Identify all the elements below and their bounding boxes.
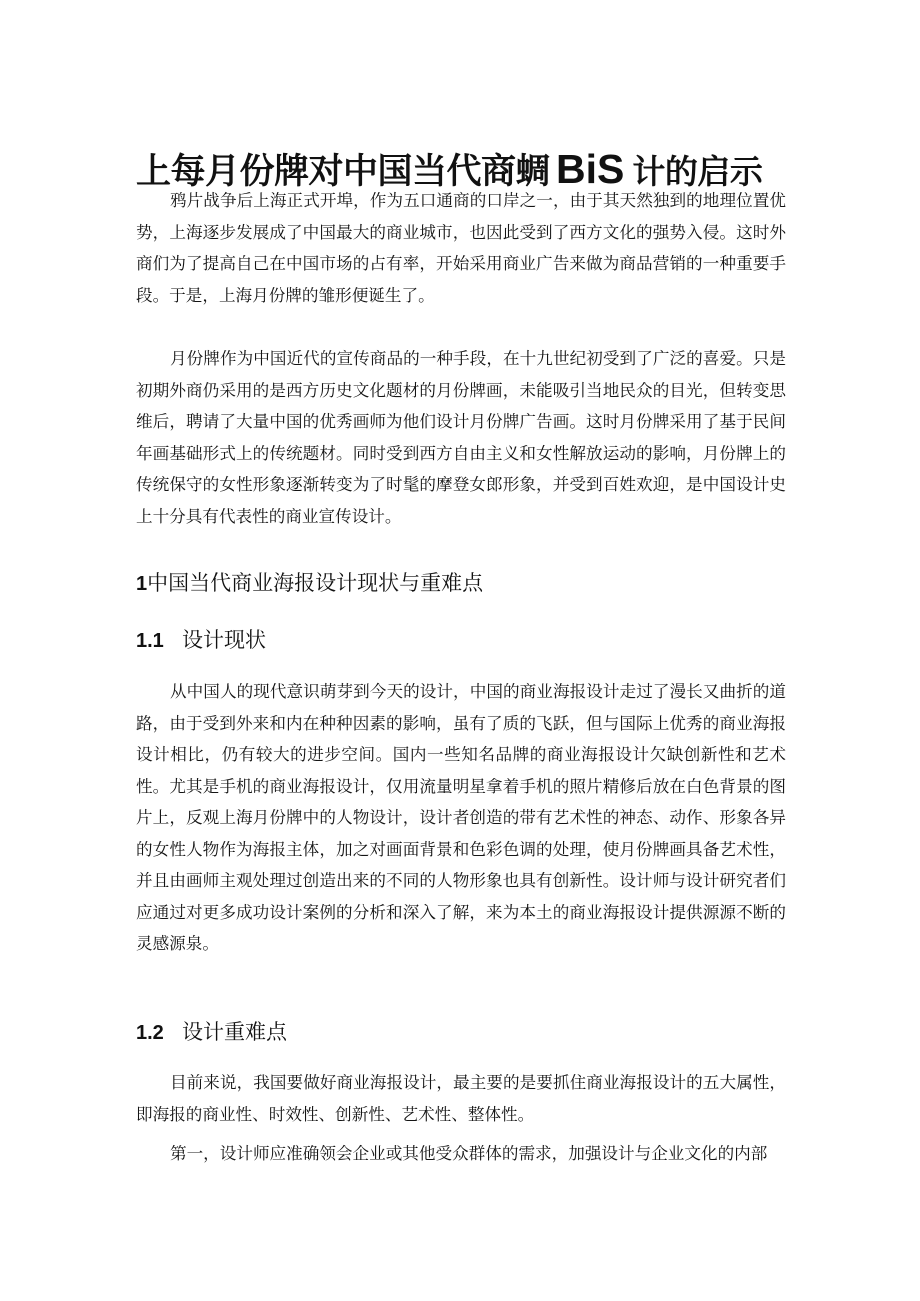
- section-1-1-heading: [136, 625, 266, 656]
- title-part-2: BiS: [556, 146, 625, 193]
- intro-paragraph-2: 月份牌作为中国近代的宣传商品的一种手段，在十九世纪初受到了广泛的喜爱。只是初期外商仍采用的是西方历史文化题材的月份牌画，未能吸引当地民众的目光，但转变思维后，聘请了大量中国的优秀画师为他们设计月份牌广告画。这时月份牌采用了基于民间年画基础形式上的传统题材。同时受到西方自由主义和女性解放运动的影响，月份牌上的传统保守的女性形象逐渐转变为了时髦的摩登女郎形象，并受到百姓欢迎，是中国设计史上十分具有代表性的商业宣传设计。: [136, 349, 786, 526]
- section-1-heading: [136, 568, 483, 599]
- section-1-1-number: 1.1: [136, 630, 164, 652]
- section-1-1-title: 设计现状: [182, 628, 266, 652]
- section-1-2-title: 设计重难点: [182, 1020, 287, 1044]
- title-part-3: 计的启示: [632, 152, 763, 192]
- section-1-2-paragraph-2: 第一，设计师应准确领会企业或其他受众群体的需求，加强设计与企业文化的内部: [170, 1144, 768, 1163]
- section-1-title: 中国当代商业海报设计现状与重难点: [147, 571, 484, 595]
- section-1-1-paragraph: 从中国人的现代意识萌芽到今天的设计，中国的商业海报设计走过了漫长又曲折的道路，由于受到外来和内在种种因素的影响，虽有了质的飞跃，但与国际上优秀的商业海报设计相比，仍有较大的进步空间。国内一些知名品牌的商业海报设计欠缺创新性和艺术性。尤其是手机的商业海报设计，仅用流量明星拿着手机的照片精修后放在白色背景的图片上，反观上海月份牌中的人物设计，设计者创造的带有艺术性的神态、动作、形象各异的女性人物作为海报主体，加之对画面背景和色彩色调的处理，使月份牌画具备艺术性，并且由画师主观处理过创造出来的不同的人物形象也具有创新性。设计师与设计研究者们应通过对更多成功设计案例的分析和深入了解，来为本土的商业海报设计提供源源不断的灵感源泉。: [136, 682, 786, 953]
- section-1-2-number: 1.2: [136, 1022, 164, 1044]
- section-1-number: 1: [136, 573, 148, 595]
- title-part-1: 上每月份牌对中国当代商蜩: [136, 152, 551, 193]
- section-1-2-heading: [136, 1017, 287, 1048]
- section-1-2-paragraph-1: 目前来说，我国要做好商业海报设计，最主要的是要抓住商业海报设计的五大属性，即海报的商业性、时效性、创新性、艺术性、整体性。: [136, 1073, 786, 1124]
- intro-paragraph-1: 鸦片战争后上海正式开埠，作为五口通商的口岸之一，由于其天然独到的地理位置优势，上海逐步发展成了中国最大的商业城市，也因此受到了西方文化的强势入侵。这时外商们为了提高自己在中国市场的占有率，开始采用商业广告来做为商品营销的一种重要手段。于是，上海月份牌的雏形便诞生了。: [136, 191, 786, 305]
